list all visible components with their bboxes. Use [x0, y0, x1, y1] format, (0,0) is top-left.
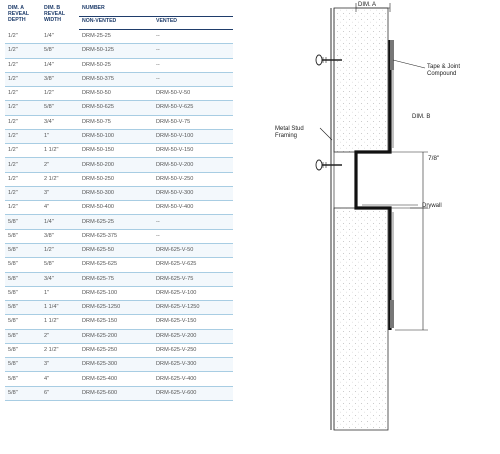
- cell-dim-a: 1/2": [5, 44, 41, 58]
- table-row: [5, 72, 233, 86]
- header-dim-b-line3: WIDTH: [44, 17, 61, 23]
- metal-stud-label: [275, 126, 305, 139]
- cell-dim-a: 5/8": [5, 243, 41, 257]
- cell-non-vented: DRM-50-125: [79, 44, 153, 58]
- cell-vented: DRM-625-V-1250: [153, 301, 233, 315]
- cell-dim-a: 5/8": [5, 215, 41, 229]
- table-row: [5, 386, 233, 400]
- cell-dim-a: 5/8": [5, 343, 41, 357]
- cell-dim-b: 1 1/4": [41, 301, 79, 315]
- cell-vented: --: [153, 72, 233, 86]
- reveal-detail-diagram: [270, 0, 500, 454]
- cell-dim-a: 1/2": [5, 30, 41, 44]
- dim-a-label: DIM. A: [358, 2, 377, 8]
- screw-icon: [316, 160, 342, 170]
- table-row: [5, 215, 233, 229]
- table-row: [5, 301, 233, 315]
- drywall-label: Drywall: [422, 203, 442, 209]
- table-row: [5, 101, 233, 115]
- cell-non-vented: DRM-50-400: [79, 201, 153, 215]
- cell-dim-b: 2 1/2": [41, 172, 79, 186]
- tape-leader: [393, 60, 425, 68]
- cell-dim-a: 1/2": [5, 201, 41, 215]
- cell-dim-b: 5/8": [41, 258, 79, 272]
- cell-vented: DRM-625-V-600: [153, 386, 233, 400]
- metal-stud-leader: [320, 128, 332, 140]
- cell-dim-a: 5/8": [5, 272, 41, 286]
- header-dim-a: [5, 4, 41, 30]
- cell-non-vented: DRM-50-250: [79, 172, 153, 186]
- cell-vented: DRM-625-V-75: [153, 272, 233, 286]
- cell-vented: DRM-50-V-400: [153, 201, 233, 215]
- cell-dim-b: 1/4": [41, 215, 79, 229]
- table-row: [5, 343, 233, 357]
- cell-dim-b: 2": [41, 329, 79, 343]
- header-dim-b-line1: DIM. B: [44, 5, 61, 11]
- cell-non-vented: DRM-625-400: [79, 372, 153, 386]
- cell-dim-b: 5/8": [41, 44, 79, 58]
- cell-non-vented: DRM-50-100: [79, 129, 153, 143]
- header-non-vented: NON-VENTED: [79, 17, 153, 30]
- table-header-row: [5, 4, 233, 17]
- tape-label-line2: Compound: [427, 71, 457, 77]
- cell-dim-a: 1/2": [5, 129, 41, 143]
- table-row: [5, 186, 233, 200]
- cell-non-vented: DRM-25-25: [79, 30, 153, 44]
- header-dim-b: [41, 4, 79, 30]
- cell-dim-b: 1/2": [41, 87, 79, 101]
- cell-non-vented: DRM-625-250: [79, 343, 153, 357]
- cell-non-vented: DRM-625-75: [79, 272, 153, 286]
- cell-dim-b: 4": [41, 201, 79, 215]
- cell-vented: DRM-625-V-150: [153, 315, 233, 329]
- cell-dim-a: 1/2": [5, 186, 41, 200]
- cell-dim-a: 1/2": [5, 87, 41, 101]
- cell-dim-b: 1": [41, 129, 79, 143]
- table-row: [5, 144, 233, 158]
- cell-dim-a: 5/8": [5, 329, 41, 343]
- cell-vented: DRM-50-V-300: [153, 186, 233, 200]
- header-dim-a-line2: REVEAL: [8, 11, 30, 17]
- cell-non-vented: DRM-50-25: [79, 58, 153, 72]
- cell-vented: --: [153, 30, 233, 44]
- reveal-size-table: [5, 4, 233, 401]
- drywall-lower: [334, 208, 388, 430]
- table-row: [5, 229, 233, 243]
- table-row: [5, 272, 233, 286]
- table-row: [5, 258, 233, 272]
- cell-dim-b: 1": [41, 286, 79, 300]
- cell-dim-a: 1/2": [5, 115, 41, 129]
- cell-dim-a: 5/8": [5, 229, 41, 243]
- cell-dim-b: 6": [41, 386, 79, 400]
- cell-non-vented: DRM-50-300: [79, 186, 153, 200]
- cell-vented: DRM-50-V-100: [153, 129, 233, 143]
- cell-dim-a: 1/2": [5, 58, 41, 72]
- cell-non-vented: DRM-625-50: [79, 243, 153, 257]
- cell-vented: DRM-50-V-250: [153, 172, 233, 186]
- table-row: [5, 201, 233, 215]
- cell-non-vented: DRM-625-25: [79, 215, 153, 229]
- cell-dim-b: 3/8": [41, 72, 79, 86]
- cell-non-vented: DRM-625-300: [79, 358, 153, 372]
- cell-vented: DRM-625-V-200: [153, 329, 233, 343]
- cell-vented: DRM-625-V-300: [153, 358, 233, 372]
- cell-dim-a: 1/2": [5, 144, 41, 158]
- cell-non-vented: DRM-625-625: [79, 258, 153, 272]
- cell-vented: DRM-50-V-200: [153, 158, 233, 172]
- cell-dim-a: 5/8": [5, 386, 41, 400]
- cell-vented: --: [153, 215, 233, 229]
- cell-dim-b: 1/4": [41, 30, 79, 44]
- cell-non-vented: DRM-625-200: [79, 329, 153, 343]
- cell-dim-a: 5/8": [5, 301, 41, 315]
- tape-lower: [390, 300, 394, 328]
- cell-non-vented: DRM-50-150: [79, 144, 153, 158]
- table-body: [5, 30, 233, 401]
- cell-dim-b: 1 1/2": [41, 144, 79, 158]
- reveal-size-table-container: [5, 4, 233, 401]
- tape-label-line1: Tape & Joint: [427, 64, 461, 70]
- cell-dim-b: 1/2": [41, 243, 79, 257]
- cell-dim-b: 1/4": [41, 58, 79, 72]
- cell-dim-b: 5/8": [41, 101, 79, 115]
- header-number: NUMBER: [79, 4, 233, 17]
- table-row: [5, 158, 233, 172]
- cell-vented: DRM-50-V-150: [153, 144, 233, 158]
- cell-dim-b: 1 1/2": [41, 315, 79, 329]
- cell-non-vented: DRM-625-150: [79, 315, 153, 329]
- cell-vented: DRM-50-V-625: [153, 101, 233, 115]
- header-vented: VENTED: [153, 17, 233, 30]
- cell-dim-a: 1/2": [5, 72, 41, 86]
- cell-dim-a: 5/8": [5, 372, 41, 386]
- table-row: [5, 172, 233, 186]
- cell-non-vented: DRM-625-100: [79, 286, 153, 300]
- cell-non-vented: DRM-50-200: [79, 158, 153, 172]
- cell-dim-b: 3": [41, 186, 79, 200]
- table-row: [5, 358, 233, 372]
- cell-dim-b: 4": [41, 372, 79, 386]
- metal-stud-label-line1: Metal Stud: [275, 126, 304, 132]
- table-row: [5, 286, 233, 300]
- fraction-label: 7/8": [428, 155, 440, 162]
- cell-non-vented: DRM-50-625: [79, 101, 153, 115]
- cell-dim-b: 2": [41, 158, 79, 172]
- cell-non-vented: DRM-625-1250: [79, 301, 153, 315]
- cell-vented: --: [153, 58, 233, 72]
- cell-dim-a: 1/2": [5, 101, 41, 115]
- header-dim-b-line2: REVEAL: [44, 11, 66, 17]
- cell-non-vented: DRM-50-50: [79, 87, 153, 101]
- cell-dim-a: 5/8": [5, 258, 41, 272]
- cell-non-vented: DRM-50-375: [79, 72, 153, 86]
- table-row: [5, 329, 233, 343]
- cell-non-vented: DRM-50-75: [79, 115, 153, 129]
- cell-dim-b: 3/8": [41, 229, 79, 243]
- cell-non-vented: DRM-625-600: [79, 386, 153, 400]
- cell-dim-a: 5/8": [5, 315, 41, 329]
- tape-label: [427, 64, 462, 77]
- cell-vented: DRM-625-V-50: [153, 243, 233, 257]
- drywall-upper: [334, 8, 388, 152]
- cell-vented: DRM-50-V-75: [153, 115, 233, 129]
- cell-dim-b: 3": [41, 358, 79, 372]
- table-row: [5, 44, 233, 58]
- dim-b-label: DIM. B: [412, 114, 431, 120]
- cell-dim-b: 3/4": [41, 115, 79, 129]
- cell-vented: DRM-625-V-625: [153, 258, 233, 272]
- table-row: [5, 129, 233, 143]
- header-dim-a-line1: DIM. A: [8, 5, 24, 11]
- table-row: [5, 315, 233, 329]
- cell-non-vented: DRM-625-375: [79, 229, 153, 243]
- cell-vented: DRM-625-V-250: [153, 343, 233, 357]
- cell-dim-b: 2 1/2": [41, 343, 79, 357]
- header-dim-a-line3: DEPTH: [8, 17, 26, 23]
- metal-stud-label-line2: Framing: [275, 133, 298, 139]
- cell-dim-a: 5/8": [5, 286, 41, 300]
- table-row: [5, 372, 233, 386]
- table-row: [5, 115, 233, 129]
- cell-vented: DRM-625-V-100: [153, 286, 233, 300]
- cell-dim-b: 3/4": [41, 272, 79, 286]
- cell-vented: --: [153, 229, 233, 243]
- table-row: [5, 87, 233, 101]
- table-row: [5, 30, 233, 44]
- cell-vented: DRM-50-V-50: [153, 87, 233, 101]
- cell-vented: --: [153, 44, 233, 58]
- cell-dim-a: 5/8": [5, 358, 41, 372]
- table-row: [5, 58, 233, 72]
- table-row: [5, 243, 233, 257]
- cell-dim-a: 1/2": [5, 172, 41, 186]
- tape-upper: [390, 40, 394, 70]
- cell-vented: DRM-625-V-400: [153, 372, 233, 386]
- cell-dim-a: 1/2": [5, 158, 41, 172]
